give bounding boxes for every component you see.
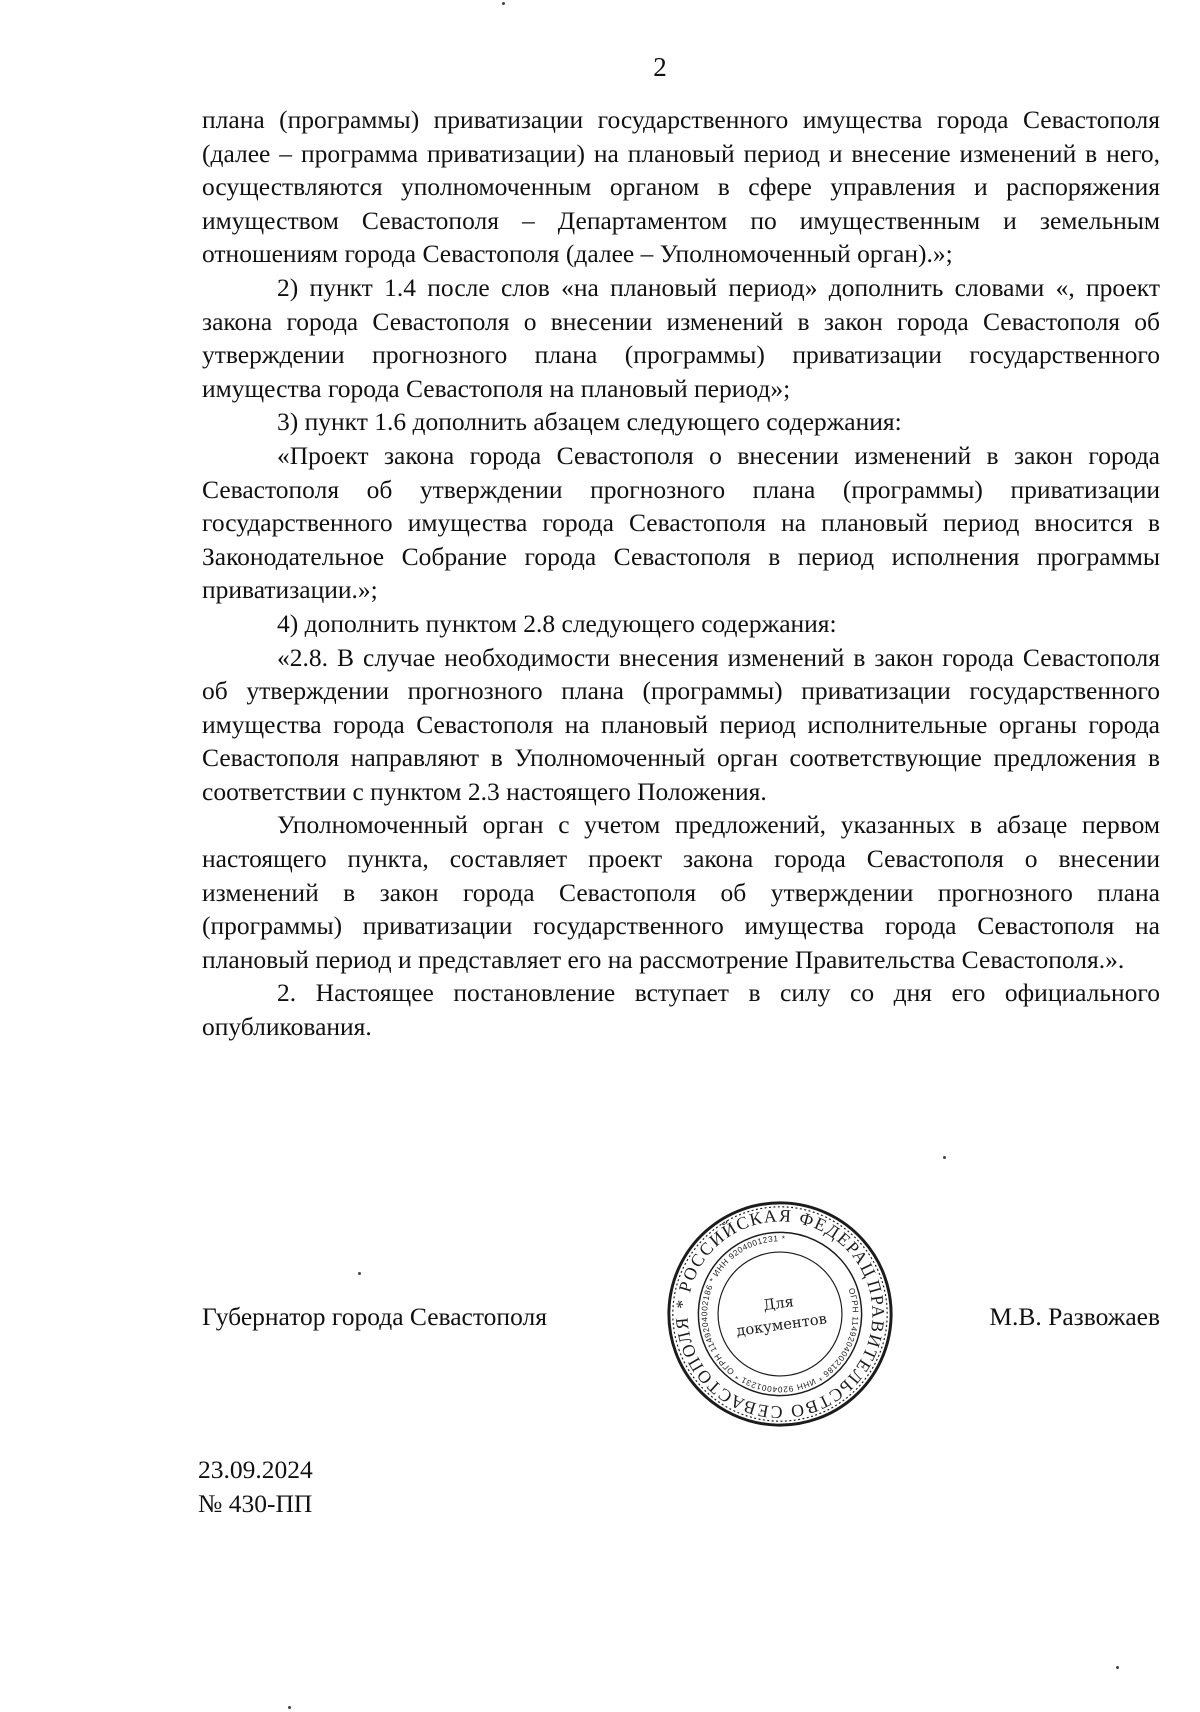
seal-center-line-2: документов [735, 1310, 828, 1340]
scan-speck [1116, 1666, 1119, 1669]
scan-speck [943, 1156, 946, 1159]
paragraph-5: «2.8. В случае необходимости внесения изменений в закон города Севастополя об утверждении прогнозного плана (программы) приватизации государственного имущества города Севастополя на плановый период исполнительные органы города Севастополя направляют в Уполномоченный орган соответствующие предложения в соответствии с пунктом 2.3 настоящего Положения. [202, 642, 1160, 806]
document-number: № 430-ПП [198, 1489, 313, 1518]
paragraph-6: Уполномоченный орган с учетом предложений, указанных в абзаце первом настоящего пункта, составляет проект закона города Севастополя о внесении изменений в закон города Севастополя об утверждении прогнозного плана (программы) приватизации государственного имущества города Севастополя на плановый период и представляет его на рассмотрение Правительства Севастополя.». [202, 810, 1160, 974]
paragraph-1: 2) пункт 1.4 после слов «на плановый период» дополнить словами «, проект закона города Севастополя о внесении изменений в закон города Севастополя об утверждении прогнозного плана (программы) приватизации государственного имущества города Севастополя на плановый период»; [202, 272, 1160, 403]
seal-inner-text: ОГРН 1149204002186 * ИНН 9204001231 * ОГРН 1149204002186 * ИНН 9204001231 * [700, 1234, 860, 1394]
scan-speck [502, 2, 505, 5]
page-number: 2 [653, 52, 667, 82]
paragraph-0: плана (программы) приватизации государственного имущества города Севастополя (далее – программа приватизации) на плановый период и внесение изменений в него, осуществляются уполномоченным органом в сфере управления и распоряжения имуществом Севастополя – Департаментом по имущественным и земельным отношениям города Севастополя (далее – Уполномоченный орган).»; [202, 105, 1160, 269]
signatory-position: Губернатор города Севастополя [202, 1302, 547, 1331]
paragraph-4: 4) дополнить пунктом 2.8 следующего содержания: [277, 608, 837, 638]
official-seal [662, 1196, 898, 1432]
paragraph-7: 2. Настоящее постановление вступает в силу со дня его официального опубликования. [202, 978, 1160, 1042]
seal-center-line-1: Для [762, 1293, 795, 1315]
document-body [202, 103, 1160, 1044]
seal-outer-text: ПРАВИТЕЛЬСТВО СЕВАСТОПОЛЯ * РОССИЙСКАЯ ФЕДЕРАЦИЯ [671, 1205, 889, 1423]
scan-speck [288, 1706, 291, 1709]
paragraph-2: 3) пункт 1.6 дополнить абзацем следующего содержания: [277, 407, 902, 437]
scan-speck [358, 1272, 361, 1275]
signatory-name: М.В. Развожаев [989, 1302, 1160, 1331]
document-date: 23.09.2024 [198, 1455, 313, 1484]
paragraph-3: «Проект закона города Севастополя о внесении изменений в закон города Севастополя об утверждении прогнозного плана (программы) приватизации государственного имущества города Севастополя на плановый период вносится в Законодательное Собрание города Севастополя в период исполнения программы приватизации.»; [202, 440, 1160, 605]
